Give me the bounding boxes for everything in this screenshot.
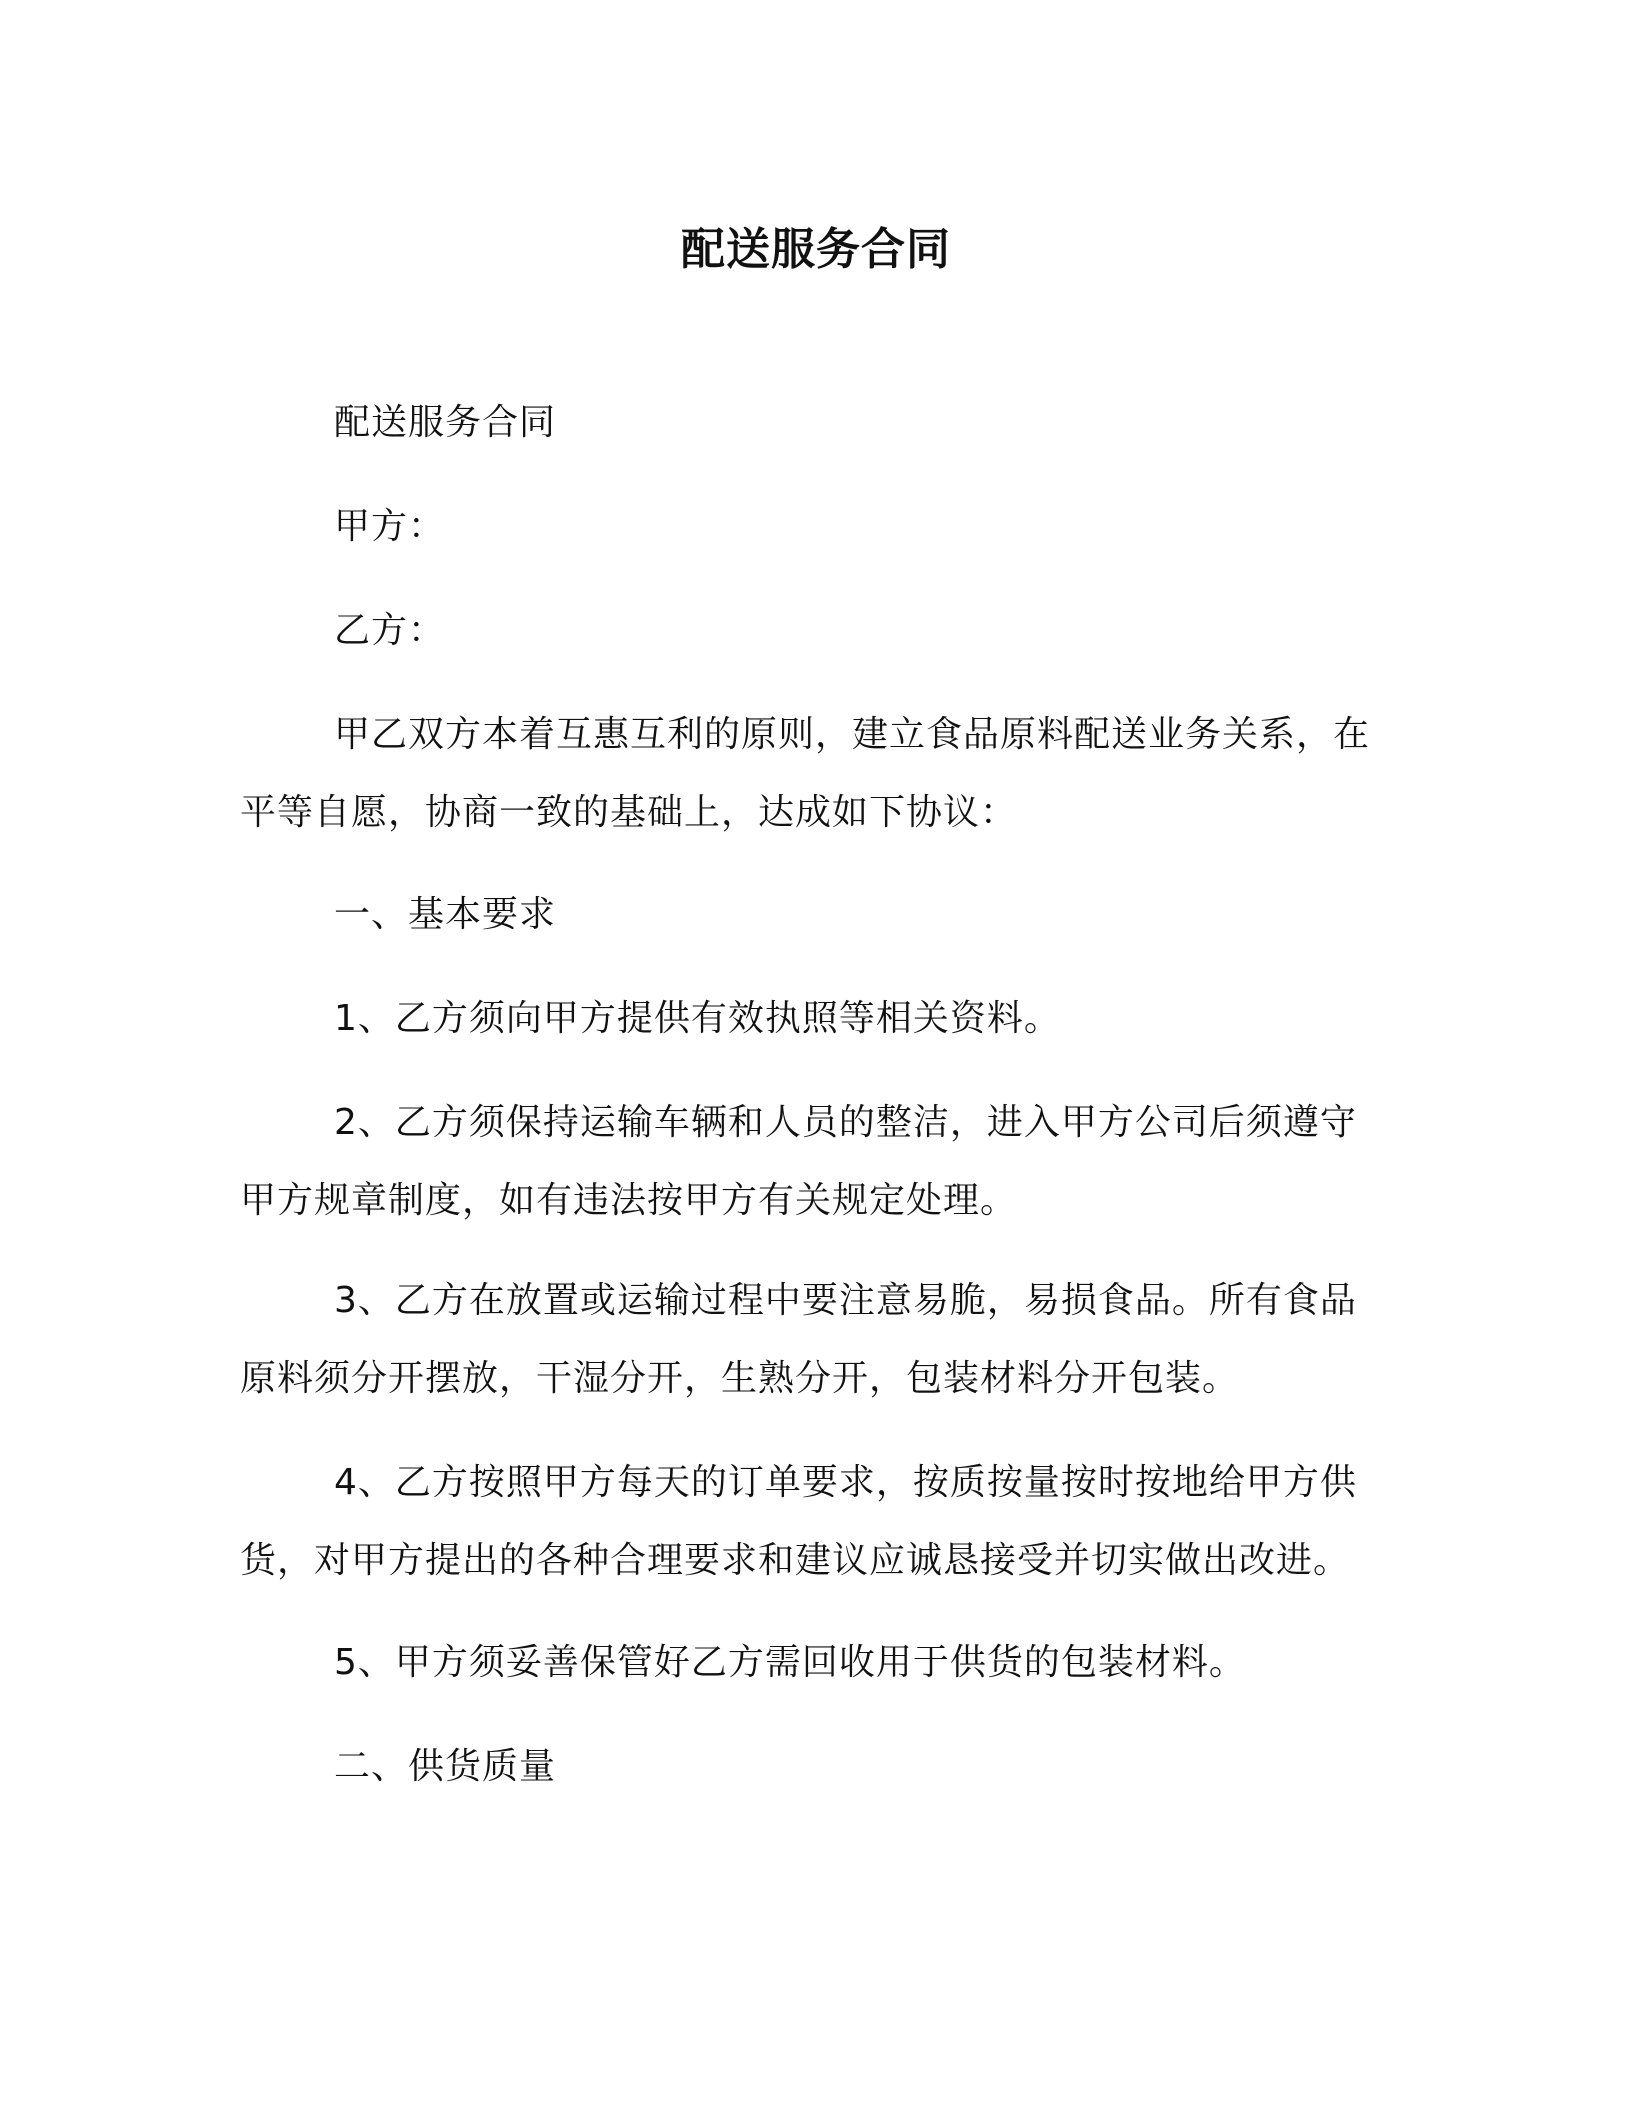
- section-heading-supply-quality: 二、供货质量: [334, 1746, 557, 1787]
- clause-3: 3、乙方在放置或运输过程中要注意易脆，易损食品。所有食品原料须分开摆放，干湿分开，生熟分开，包装材料分开包装。: [240, 1280, 1357, 1399]
- section-heading-basic-requirements: 一、基本要求: [334, 894, 557, 935]
- clause-5: 5、甲方须妥善保管好乙方需回收用于供货的包装材料。: [334, 1642, 1246, 1683]
- clause-1: 1、乙方须向甲方提供有效执照等相关资料。: [334, 998, 1061, 1039]
- paragraph-subtitle: 配送服务合同: [334, 402, 557, 443]
- paragraph-party-b: 乙方：: [334, 610, 446, 651]
- clause-2: 2、乙方须保持运输车辆和人员的整洁，进入甲方公司后须遵守甲方规章制度，如有违法按甲方有关规定处理。: [240, 1102, 1357, 1221]
- paragraph-party-a: 甲方：: [334, 506, 446, 547]
- clause-4: 4、乙方按照甲方每天的订单要求，按质按量按时按地给甲方供货，对甲方提出的各种合理要求和建议应诚恳接受并切实做出改进。: [240, 1462, 1357, 1581]
- paragraph-preamble: 甲乙双方本着互惠互利的原则，建立食品原料配送业务关系，在平等自愿，协商一致的基础上，达成如下协议：: [240, 714, 1371, 833]
- document-title: 配送服务合同: [681, 224, 951, 275]
